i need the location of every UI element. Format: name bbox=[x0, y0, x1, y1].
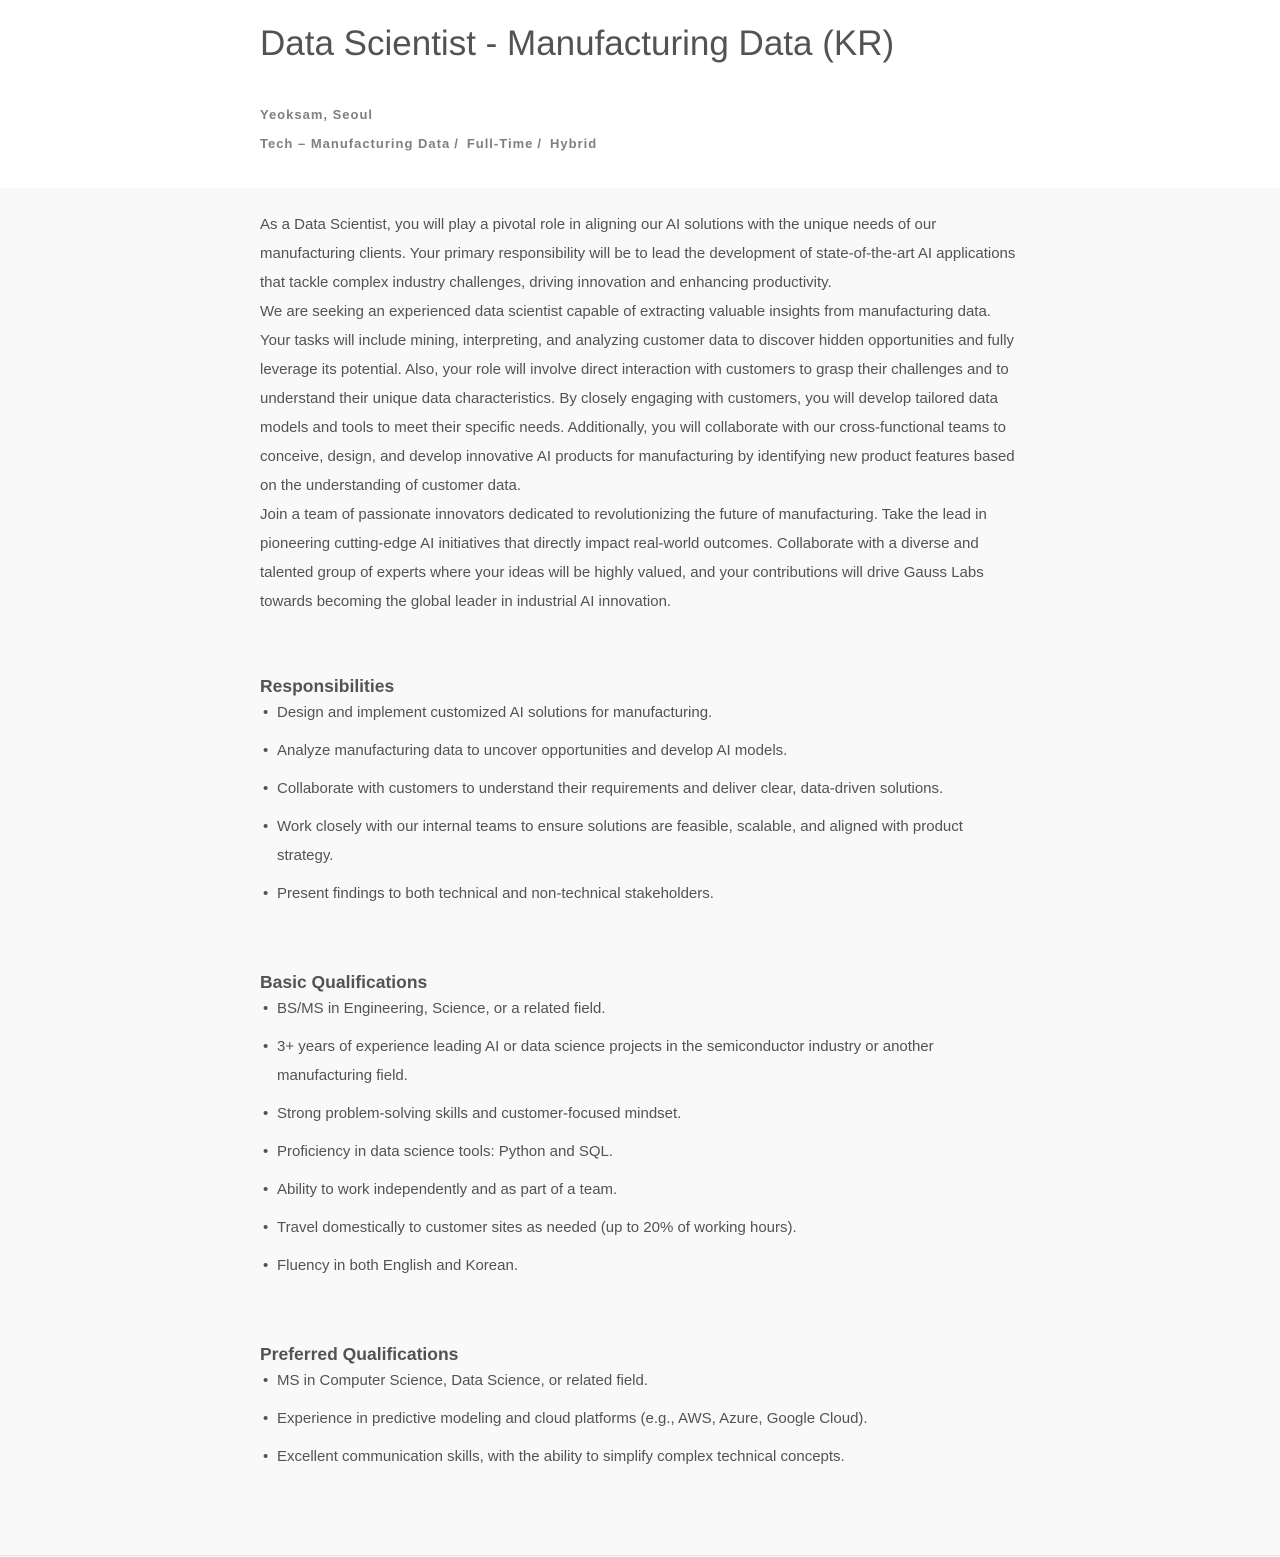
section-title: Preferred Qualifications bbox=[260, 1344, 459, 1364]
list-item bbox=[260, 812, 1020, 870]
list-item bbox=[260, 1404, 1020, 1433]
list-item-text: Travel domestically to customer sites as needed (up to 20% of working hours). bbox=[277, 1219, 797, 1236]
description-paragraph: We are seeking an experienced data scientist capable of extracting valuable insights from manufacturing data. Your tasks will include mining, interpreting, and analyzing customer data to discover hidden opportunities and fully leverage its potential. Also, your role will involve direct interaction with customers to grasp their challenges and to understand their unique data characteristics. By closely engaging with customers, you will develop tailored data models and tools to meet their specific needs. Additionally, you will collaborate with our cross-functional teams to conceive, design, and develop innovative AI products for manufacturing by identifying new product features based on the understanding of customer data. bbox=[260, 303, 1015, 494]
job-title: Data Scientist - Manufacturing Data (KR) bbox=[260, 24, 895, 63]
bullet-icon: • bbox=[263, 1410, 269, 1427]
list-item-text: Design and implement customized AI solutions for manufacturing. bbox=[277, 704, 713, 721]
list-item bbox=[260, 1251, 1020, 1280]
list-item bbox=[260, 736, 1020, 765]
job-description bbox=[260, 210, 1020, 616]
footer-divider bbox=[0, 1555, 1280, 1556]
job-location: Yeoksam, Seoul bbox=[260, 107, 373, 122]
list-item bbox=[260, 1137, 1020, 1166]
list-item bbox=[260, 774, 1020, 803]
bullet-icon: • bbox=[263, 1181, 269, 1198]
list-item-text: Experience in predictive modeling and cloud platforms (e.g., AWS, Azure, Google Cloud). bbox=[277, 1410, 868, 1427]
bullet-icon: • bbox=[263, 704, 269, 721]
bullet-icon: • bbox=[263, 1257, 269, 1274]
category-separator: / bbox=[454, 136, 459, 151]
list-item-text: MS in Computer Science, Data Science, or related field. bbox=[277, 1372, 649, 1389]
posting-meta bbox=[260, 105, 1020, 154]
list-item-text: Excellent communication skills, with the ability to simplify complex technical concepts. bbox=[277, 1448, 845, 1465]
responsibilities-list bbox=[260, 698, 1020, 908]
job-workplace-type: Hybrid bbox=[549, 136, 598, 151]
section-title: Responsibilities bbox=[260, 676, 395, 696]
section-title: Basic Qualifications bbox=[260, 972, 428, 992]
bullet-icon: • bbox=[263, 1143, 269, 1160]
job-categories bbox=[260, 134, 1020, 154]
bullet-icon: • bbox=[263, 1219, 269, 1236]
list-item bbox=[260, 698, 1020, 727]
list-item bbox=[260, 879, 1020, 908]
job-team: Tech – Manufacturing Data bbox=[260, 136, 451, 151]
list-item bbox=[260, 1175, 1020, 1204]
job-commitment: Full-Time bbox=[466, 136, 534, 151]
list-item bbox=[260, 1099, 1020, 1128]
list-item-text: Work closely with our internal teams to ensure solutions are feasible, scalable, and aligned with product strategy. bbox=[277, 818, 963, 864]
section-basic-qualifications bbox=[260, 970, 1020, 1280]
list-item-text: 3+ years of experience leading AI or data science projects in the semiconductor industry or another manufacturing field. bbox=[277, 1038, 934, 1084]
list-item-text: Ability to work independently and as part of a team. bbox=[277, 1181, 618, 1198]
preferred-qualifications-list bbox=[260, 1366, 1020, 1471]
list-item-text: Present findings to both technical and non-technical stakeholders. bbox=[277, 885, 714, 902]
list-item bbox=[260, 1213, 1020, 1242]
list-item-text: Fluency in both English and Korean. bbox=[277, 1257, 518, 1274]
section-preferred-qualifications bbox=[260, 1342, 1020, 1471]
list-item bbox=[260, 1442, 1020, 1471]
list-item bbox=[260, 1032, 1020, 1090]
basic-qualifications-list bbox=[260, 994, 1020, 1280]
bullet-icon: • bbox=[263, 742, 269, 759]
list-item bbox=[260, 1366, 1020, 1395]
bullet-icon: • bbox=[263, 818, 269, 835]
posting-header bbox=[0, 0, 1280, 188]
bullet-icon: • bbox=[263, 1000, 269, 1017]
bullet-icon: • bbox=[263, 780, 269, 797]
bullet-icon: • bbox=[263, 1105, 269, 1122]
list-item-text: Proficiency in data science tools: Python and SQL. bbox=[277, 1143, 614, 1160]
list-item-text: Analyze manufacturing data to uncover opportunities and develop AI models. bbox=[277, 742, 788, 759]
description-paragraph: Join a team of passionate innovators dedicated to revolutionizing the future of manufacturing. Take the lead in pioneering cutting-edge AI initiatives that directly impact real-world outcomes. Collaborate with a diverse and talented group of experts where your ideas will be highly valued, and your contributions will drive Gauss Labs towards becoming the global leader in industrial AI innovation. bbox=[260, 506, 987, 610]
section-responsibilities bbox=[260, 674, 1020, 908]
bullet-icon: • bbox=[263, 885, 269, 902]
list-item-text: Collaborate with customers to understand their requirements and deliver clear, data-driven solutions. bbox=[277, 780, 944, 797]
posting-content bbox=[0, 188, 1280, 1471]
category-separator: / bbox=[537, 136, 542, 151]
description-paragraph: As a Data Scientist, you will play a pivotal role in aligning our AI solutions with the unique needs of our manufacturing clients. Your primary responsibility will be to lead the development of state-of-the-art AI applications that tackle complex industry challenges, driving innovation and enhancing productivity. bbox=[260, 216, 1016, 291]
bullet-icon: • bbox=[263, 1448, 269, 1465]
list-item-text: BS/MS in Engineering, Science, or a related field. bbox=[277, 1000, 606, 1017]
list-item bbox=[260, 994, 1020, 1023]
list-item-text: Strong problem-solving skills and customer-focused mindset. bbox=[277, 1105, 682, 1122]
bullet-icon: • bbox=[263, 1038, 269, 1055]
bullet-icon: • bbox=[263, 1372, 269, 1389]
